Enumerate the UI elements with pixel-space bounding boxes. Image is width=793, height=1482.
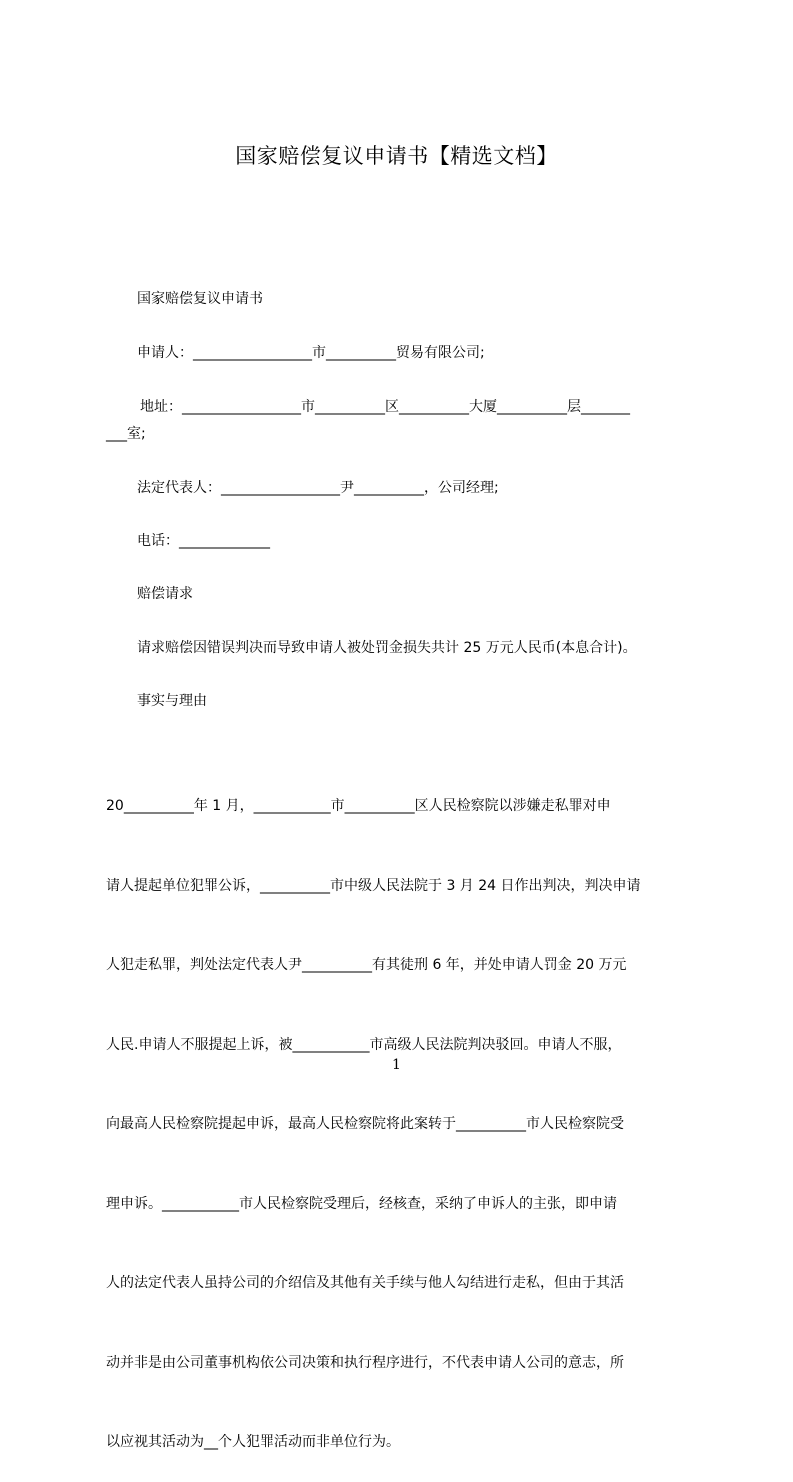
facts-line: 请人提起单位犯罪公诉，__________市中级人民法院于 3 月 24 日作出判决，判决申请: [106, 877, 641, 894]
facts-line: 以应视其活动为__个人犯罪活动而非单位行为。: [106, 1434, 400, 1450]
address-line-1: 地址：_________________市__________区__________大厦__________层_______: [140, 399, 630, 415]
document-subtitle: 国家赔偿复议申请书: [137, 291, 263, 307]
facts-line: 理申诉。___________市人民检察院受理后，经核查，采纳了申诉人的主张，即申请: [106, 1195, 617, 1212]
facts-line: 向最高人民检察院提起申诉，最高人民检察院将此案转于__________市人民检察院受: [106, 1116, 624, 1132]
facts-line: 20__________年 1 月，___________市__________区人民检察院以涉嫌走私罪对申: [106, 798, 611, 814]
facts-heading: 事实与理由: [137, 693, 207, 709]
claim-heading: 赔偿请求: [137, 586, 193, 602]
claim-text: 请求赔偿因错误判决而导致申请人被处罚金损失共计 25 万元人民币(本息合计)。: [137, 640, 637, 656]
applicant-line: 申请人：_________________市__________贸易有限公司;: [137, 345, 485, 361]
page-number: 1: [392, 1057, 401, 1073]
facts-line: 人民.申请人不服提起上诉，被___________市高级人民法院判决驳回。申请人不服，: [106, 1036, 622, 1053]
facts-line: 人的法定代表人虽持公司的介绍信及其他有关手续与他人勾结进行走私，但由于其活: [106, 1275, 624, 1291]
facts-paragraph: [106, 740, 706, 1482]
page-title: 国家赔偿复议申请书【精选文档】: [235, 144, 558, 168]
facts-line: 动并非是由公司董事机构依公司决策和执行程序进行，不代表申请人公司的意志，所: [106, 1354, 624, 1371]
legal-representative-line: 法定代表人：_________________尹__________，公司经理;: [137, 480, 499, 496]
address-line-2: ___室;: [106, 426, 146, 442]
phone-line: 电话：_____________: [137, 533, 270, 549]
facts-line: 人犯走私罪，判处法定代表人尹__________有其徒刑 6 年，并处申请人罚金 20 万元: [106, 957, 627, 973]
